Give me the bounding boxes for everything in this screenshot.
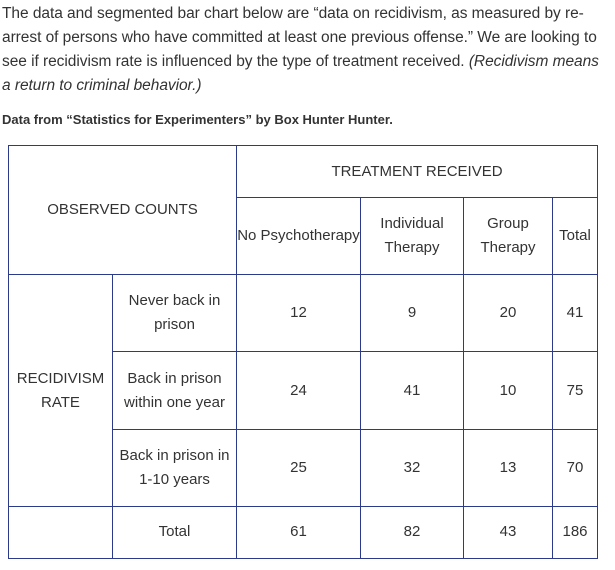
- column-header: Total: [553, 198, 598, 275]
- row-label: Back in prison within one year: [113, 352, 237, 429]
- table-cell: 41: [361, 352, 464, 429]
- table-header-row: [9, 146, 598, 198]
- table-row: [9, 275, 598, 352]
- table-cell: 82: [361, 506, 464, 558]
- observed-counts-label: OBSERVED COUNTS: [9, 146, 237, 275]
- observed-counts-table: [8, 145, 598, 559]
- row-label: Total: [113, 506, 237, 558]
- row-label: Back in prison in 1-10 years: [113, 429, 237, 506]
- table-cell: 70: [553, 429, 598, 506]
- table-cell: 9: [361, 275, 464, 352]
- row-label: Never back in prison: [113, 275, 237, 352]
- table-cell: 186: [553, 506, 598, 558]
- table-cell: 32: [361, 429, 464, 506]
- table-cell: 13: [464, 429, 553, 506]
- table-cell: 25: [237, 429, 361, 506]
- spacer-cell: [9, 506, 113, 558]
- table-cell: 24: [237, 352, 361, 429]
- column-header: No Psychotherapy: [237, 198, 361, 275]
- column-header: Individual Therapy: [361, 198, 464, 275]
- table-cell: 41: [553, 275, 598, 352]
- intro-text: The data and segmented bar chart below are “data on recidivism, as measured by re-arrest of persons who have committed at least one previous offense.” We are looking to see if recidivism rate is influenced by the type of treatment received.: [2, 5, 597, 70]
- source-note: Data from “Statistics for Experimenters” by Box Hunter Hunter.: [2, 112, 393, 127]
- column-header: Group Therapy: [464, 198, 553, 275]
- total-row: [9, 506, 598, 558]
- table-cell: 75: [553, 352, 598, 429]
- table-cell: 43: [464, 506, 553, 558]
- table-cell: 20: [464, 275, 553, 352]
- intro-paragraph: [2, 2, 602, 98]
- intro-definition: (Recidivism means a return to criminal behavior.): [2, 53, 599, 94]
- table-cell: 12: [237, 275, 361, 352]
- table-cell: 61: [237, 506, 361, 558]
- table-cell: 10: [464, 352, 553, 429]
- recidivism-rate-label: RECIDIVISM RATE: [9, 275, 113, 507]
- treatment-received-label: TREATMENT RECEIVED: [237, 146, 598, 198]
